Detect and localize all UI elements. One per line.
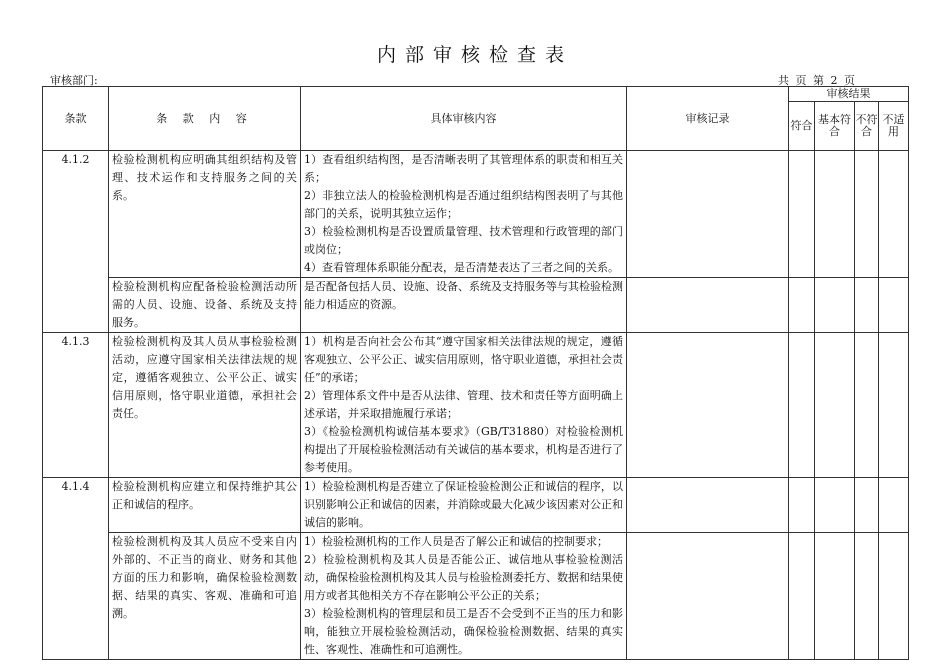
table-row [43, 333, 909, 478]
audit-detail: 是否配备包括人员、设施、设备、系统及支持服务等与其检验检测能力相适应的资源。 [301, 278, 627, 333]
audit-record-cell[interactable] [627, 333, 789, 478]
header-nonconform: 不符合 [855, 102, 879, 151]
nonconform-cell[interactable] [855, 533, 879, 660]
clause-content: 检验检测机构及其人员从事检验检测活动，应遵守国家相关法律法规的规定，遵循客观独立、公平公正、诚实信用原则，恪守职业道德，承担社会责任。 [109, 333, 301, 478]
basic-conform-cell[interactable] [815, 478, 855, 533]
audit-record-cell[interactable] [627, 278, 789, 333]
audit-record-cell[interactable] [627, 533, 789, 660]
clause-content: 检验检测机构应建立和保持维护其公正和诚信的程序。 [109, 478, 301, 533]
header-clause: 条款 [43, 87, 109, 151]
header-result: 审核结果 [789, 87, 909, 102]
basic-conform-cell[interactable] [815, 333, 855, 478]
clause-content: 检验检测机构应明确其组织结构及管理、技术运作和支持服务之间的关系。 [109, 151, 301, 278]
checklist-table [42, 86, 909, 660]
clause-content: 检验检测机构应配备检验检测活动所需的人员、设施、设备、系统及支持服务。 [109, 278, 301, 333]
not-applicable-cell[interactable] [879, 278, 909, 333]
table-row [43, 533, 909, 660]
nonconform-cell[interactable] [855, 478, 879, 533]
header-detail: 具体审核内容 [301, 87, 627, 151]
header-basic-conform: 基本符合 [815, 102, 855, 151]
audit-detail: 1）检验检测机构是否建立了保证检验检测公正和诚信的程序，以识别影响公正和诚信的因素，并消除或最大化减少该因素对公正和诚信的影响。 [301, 478, 627, 533]
not-applicable-cell[interactable] [879, 151, 909, 278]
basic-conform-cell[interactable] [815, 278, 855, 333]
nonconform-cell[interactable] [855, 333, 879, 478]
basic-conform-cell[interactable] [815, 151, 855, 278]
clause-number: 4.1.3 [43, 333, 109, 478]
audit-detail: 1）检验检测机构的工作人员是否了解公正和诚信的控制要求； 2）检验检测机构及其人员是否能公正、诚信地从事检验检测活动，确保检验检测机构及其人员与检验检测委托方、数据和结果使用方或者其他相关方不存在影响公平公正的关系； 3）检验检测机构的管理层和员工是否不会受到不正当的压力和影响，能独立开展检验检测活动，确保检验检测数据、结果的真实性、客观性、准确性和可追溯性。 [301, 533, 627, 660]
header-conform: 符合 [789, 102, 815, 151]
table-row [43, 151, 909, 278]
audit-record-cell[interactable] [627, 478, 789, 533]
table-row [43, 478, 909, 533]
clause-number: 4.1.2 [43, 151, 109, 333]
header-not-applicable: 不适用 [879, 102, 909, 151]
not-applicable-cell[interactable] [879, 533, 909, 660]
nonconform-cell[interactable] [855, 278, 879, 333]
conform-cell[interactable] [789, 151, 815, 278]
conform-cell[interactable] [789, 333, 815, 478]
conform-cell[interactable] [789, 478, 815, 533]
audit-detail: 1）查看组织结构图，是否清晰表明了其管理体系的职责和相互关系； 2）非独立法人的检验检测机构是否通过组织结构图表明了与其他部门的关系，说明其独立运作； 3）检验检测机构是否设置质量管理、技术管理和行政管理的部门或岗位； 4）查看管理体系职能分配表，是否清楚表达了三者之间的关系。 [301, 151, 627, 278]
clause-content: 检验检测机构及其人员应不受来自内外部的、不正当的商业、财务和其他方面的压力和影响，确保检验检测数据、结果的真实、客观、准确和可追溯。 [109, 533, 301, 660]
page-info: 共 页 第 2 页 [778, 74, 855, 87]
conform-cell[interactable] [789, 533, 815, 660]
audit-record-cell[interactable] [627, 151, 789, 278]
not-applicable-cell[interactable] [879, 333, 909, 478]
header-content: 条 款 内 容 [109, 87, 301, 151]
table-row [43, 278, 909, 333]
audit-department-label: 审核部门: [50, 74, 98, 87]
audit-detail: 1）机构是否向社会公布其“遵守国家相关法律法规的规定，遵循客观独立、公平公正、诚实信用原则，恪守职业道德，承担社会责任”的承诺； 2）管理体系文件中是否从法律、管理、技术和责任等方面明确上述承诺，并采取措施履行承诺； 3）《检验检测机构诚信基本要求》（GB/T31880）对检验检测机构提出了开展检验检测活动有关诚信的基本要求，机构是否进行了参考使用。 [301, 333, 627, 478]
conform-cell[interactable] [789, 278, 815, 333]
basic-conform-cell[interactable] [815, 533, 855, 660]
clause-number: 4.1.4 [43, 478, 109, 660]
page-title: 内部审核检查表 [376, 44, 573, 66]
header-record: 审核记录 [627, 87, 789, 151]
not-applicable-cell[interactable] [879, 478, 909, 533]
nonconform-cell[interactable] [855, 151, 879, 278]
